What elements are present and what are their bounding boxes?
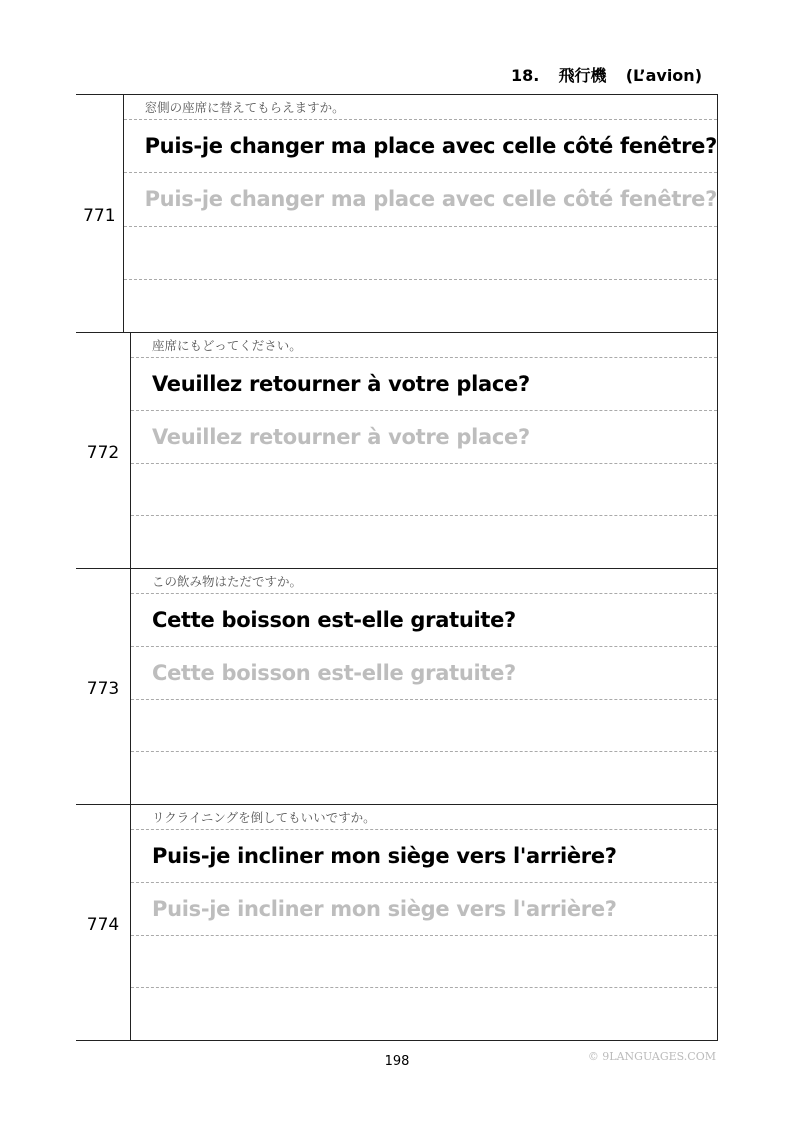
french-sentence: Puis-je incliner mon siège vers l'arrière? (152, 843, 617, 868)
writing-lines (131, 805, 717, 1040)
blank-writing-line (131, 464, 717, 517)
practice-entry (76, 332, 717, 568)
japanese-hint: 座席にもどってください。 (131, 333, 717, 358)
practice-table (76, 94, 718, 1041)
chapter-number: 18. (511, 66, 540, 85)
blank-writing-line (131, 988, 717, 1040)
blank-writing-line (124, 227, 717, 280)
practice-entry (76, 568, 717, 804)
trace-row (131, 647, 717, 700)
blank-writing-line (131, 516, 717, 568)
sentence-row (131, 830, 717, 883)
trace-row (124, 173, 717, 226)
blank-writing-line (131, 752, 717, 804)
french-sentence: Veuillez retourner à votre place? (152, 371, 530, 396)
sentence-row (131, 358, 717, 411)
chapter-header (511, 63, 702, 86)
trace-row (131, 411, 717, 464)
page-number: 198 (384, 1054, 410, 1069)
practice-entry (76, 804, 717, 1040)
chapter-title: 飛行機 (558, 66, 607, 85)
entry-number: 772 (76, 333, 131, 568)
writing-lines (131, 569, 717, 804)
trace-sentence: Veuillez retourner à votre place? (152, 424, 530, 449)
trace-sentence: Puis-je incliner mon siège vers l'arrière? (152, 896, 617, 921)
japanese-hint: この飲み物はただですか。 (131, 569, 717, 594)
french-sentence: Puis-je changer ma place avec celle côté fenêtre? (144, 134, 717, 159)
entry-number: 771 (76, 95, 124, 332)
japanese-hint: 窓側の座席に替えてもらえますか。 (124, 95, 717, 120)
trace-sentence: Puis-je changer ma place avec celle côté fenêtre? (144, 187, 717, 212)
practice-entry (76, 95, 717, 332)
entry-number: 774 (76, 805, 131, 1040)
french-sentence: Cette boisson est-elle gratuite? (152, 607, 516, 632)
trace-sentence: Cette boisson est-elle gratuite? (152, 660, 516, 685)
sentence-row (131, 594, 717, 647)
writing-lines (124, 95, 717, 332)
writing-lines (131, 333, 717, 568)
blank-writing-line (131, 936, 717, 989)
copyright-watermark: © 9LANGUAGES.COM (587, 1050, 716, 1063)
trace-row (131, 883, 717, 936)
chapter-subtitle: (L’avion) (625, 66, 702, 85)
blank-writing-line (131, 700, 717, 753)
japanese-hint: リクライニングを倒してもいいですか。 (131, 805, 717, 830)
blank-writing-line (124, 280, 717, 332)
entry-number: 773 (76, 569, 131, 804)
sentence-row (124, 120, 717, 173)
